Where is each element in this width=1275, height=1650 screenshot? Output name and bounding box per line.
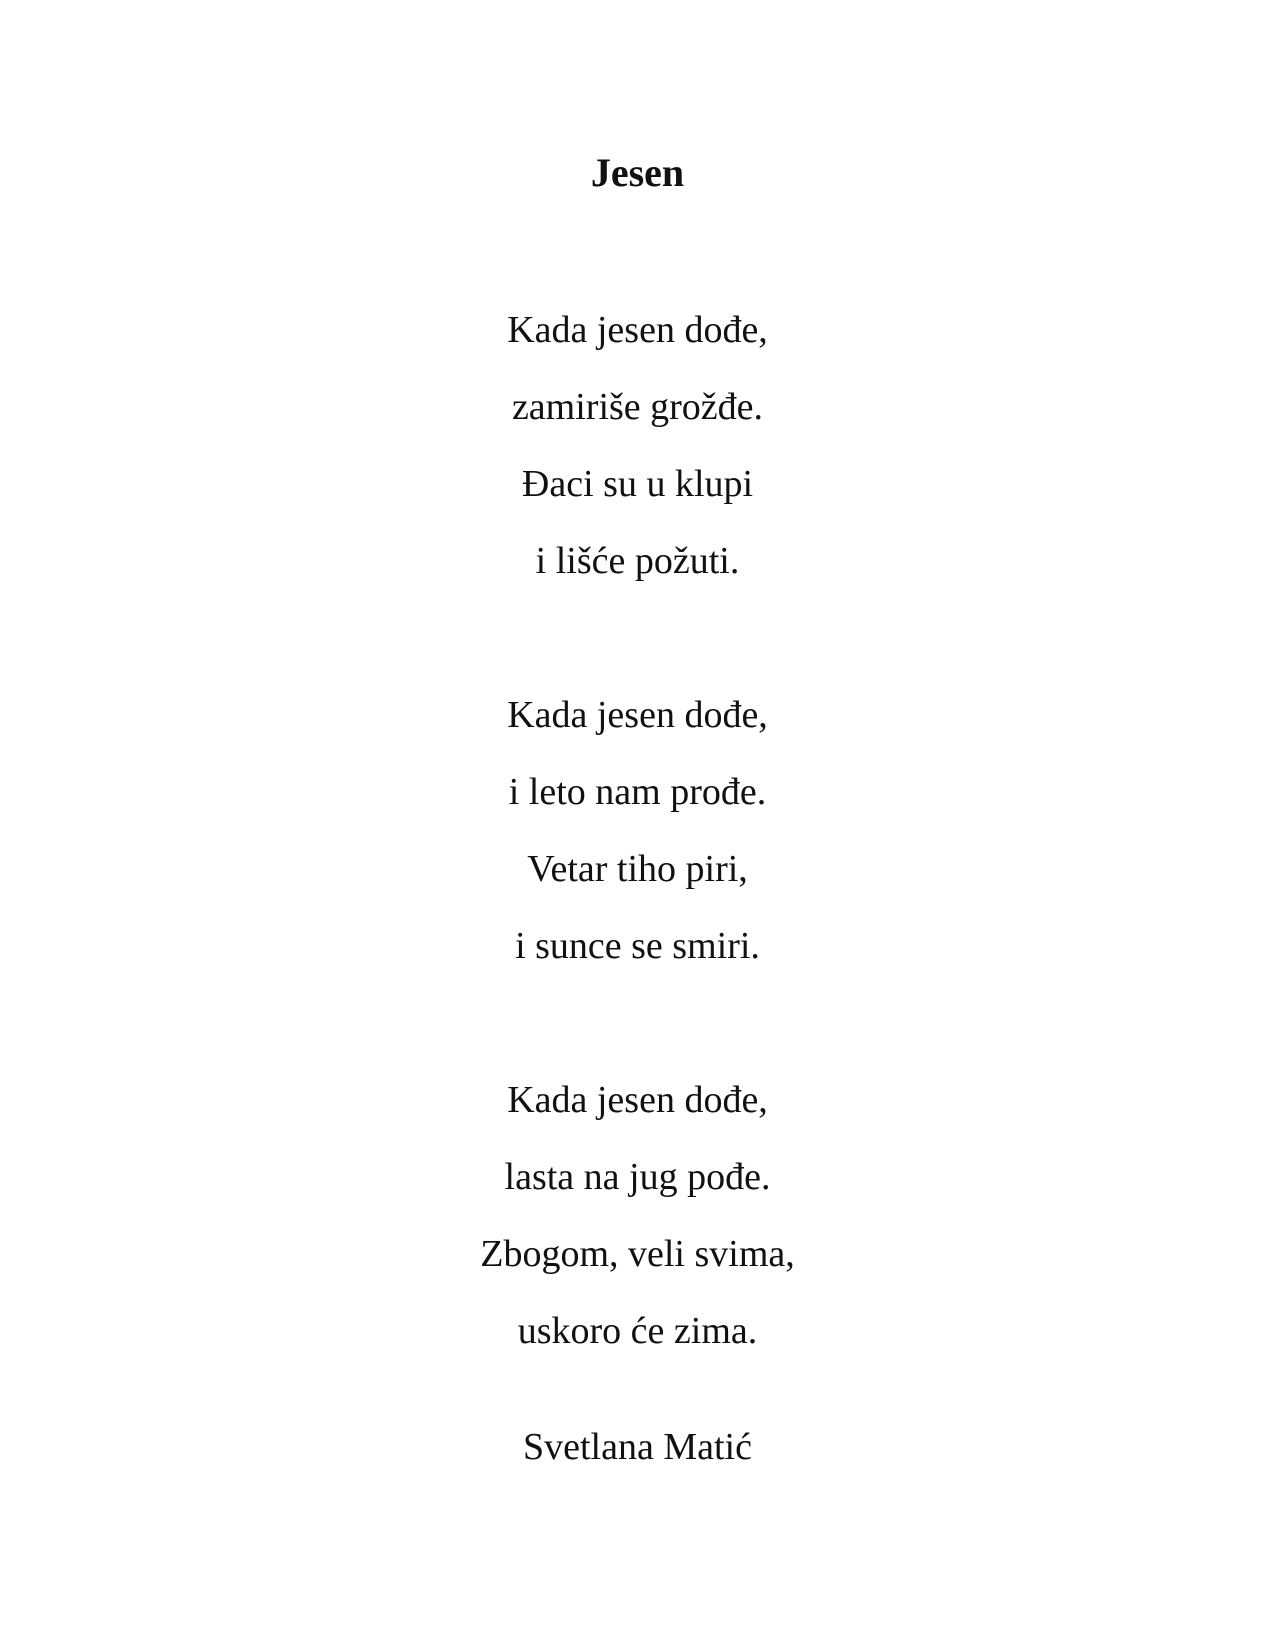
poem-line: uskoro će zima. <box>517 1310 758 1352</box>
poem-stanza-2 <box>0 677 1275 985</box>
poem-line: i sunce se smiri. <box>515 925 760 967</box>
poem-line: Vetar tiho piri, <box>527 848 748 890</box>
poem-stanza-1 <box>0 292 1275 600</box>
poem-stanza-3 <box>0 1062 1275 1370</box>
poem-line: lasta na jug pođe. <box>504 1156 771 1198</box>
poem-title: Jesen <box>590 150 685 195</box>
poem-line: zamiriše grožđe. <box>511 386 764 428</box>
poem-line: i lišće požuti. <box>535 540 740 582</box>
poem-author: Svetlana Matić <box>523 1426 752 1468</box>
poem-line: Kada jesen dođe, <box>507 309 768 351</box>
poem-line: Đaci su u klupi <box>521 463 754 505</box>
poem-line: Zbogom, veli svima, <box>480 1233 795 1275</box>
poem-line: Kada jesen dođe, <box>507 694 768 736</box>
poem-line: i leto nam prođe. <box>508 771 767 813</box>
poem-line: Kada jesen dođe, <box>507 1079 768 1121</box>
